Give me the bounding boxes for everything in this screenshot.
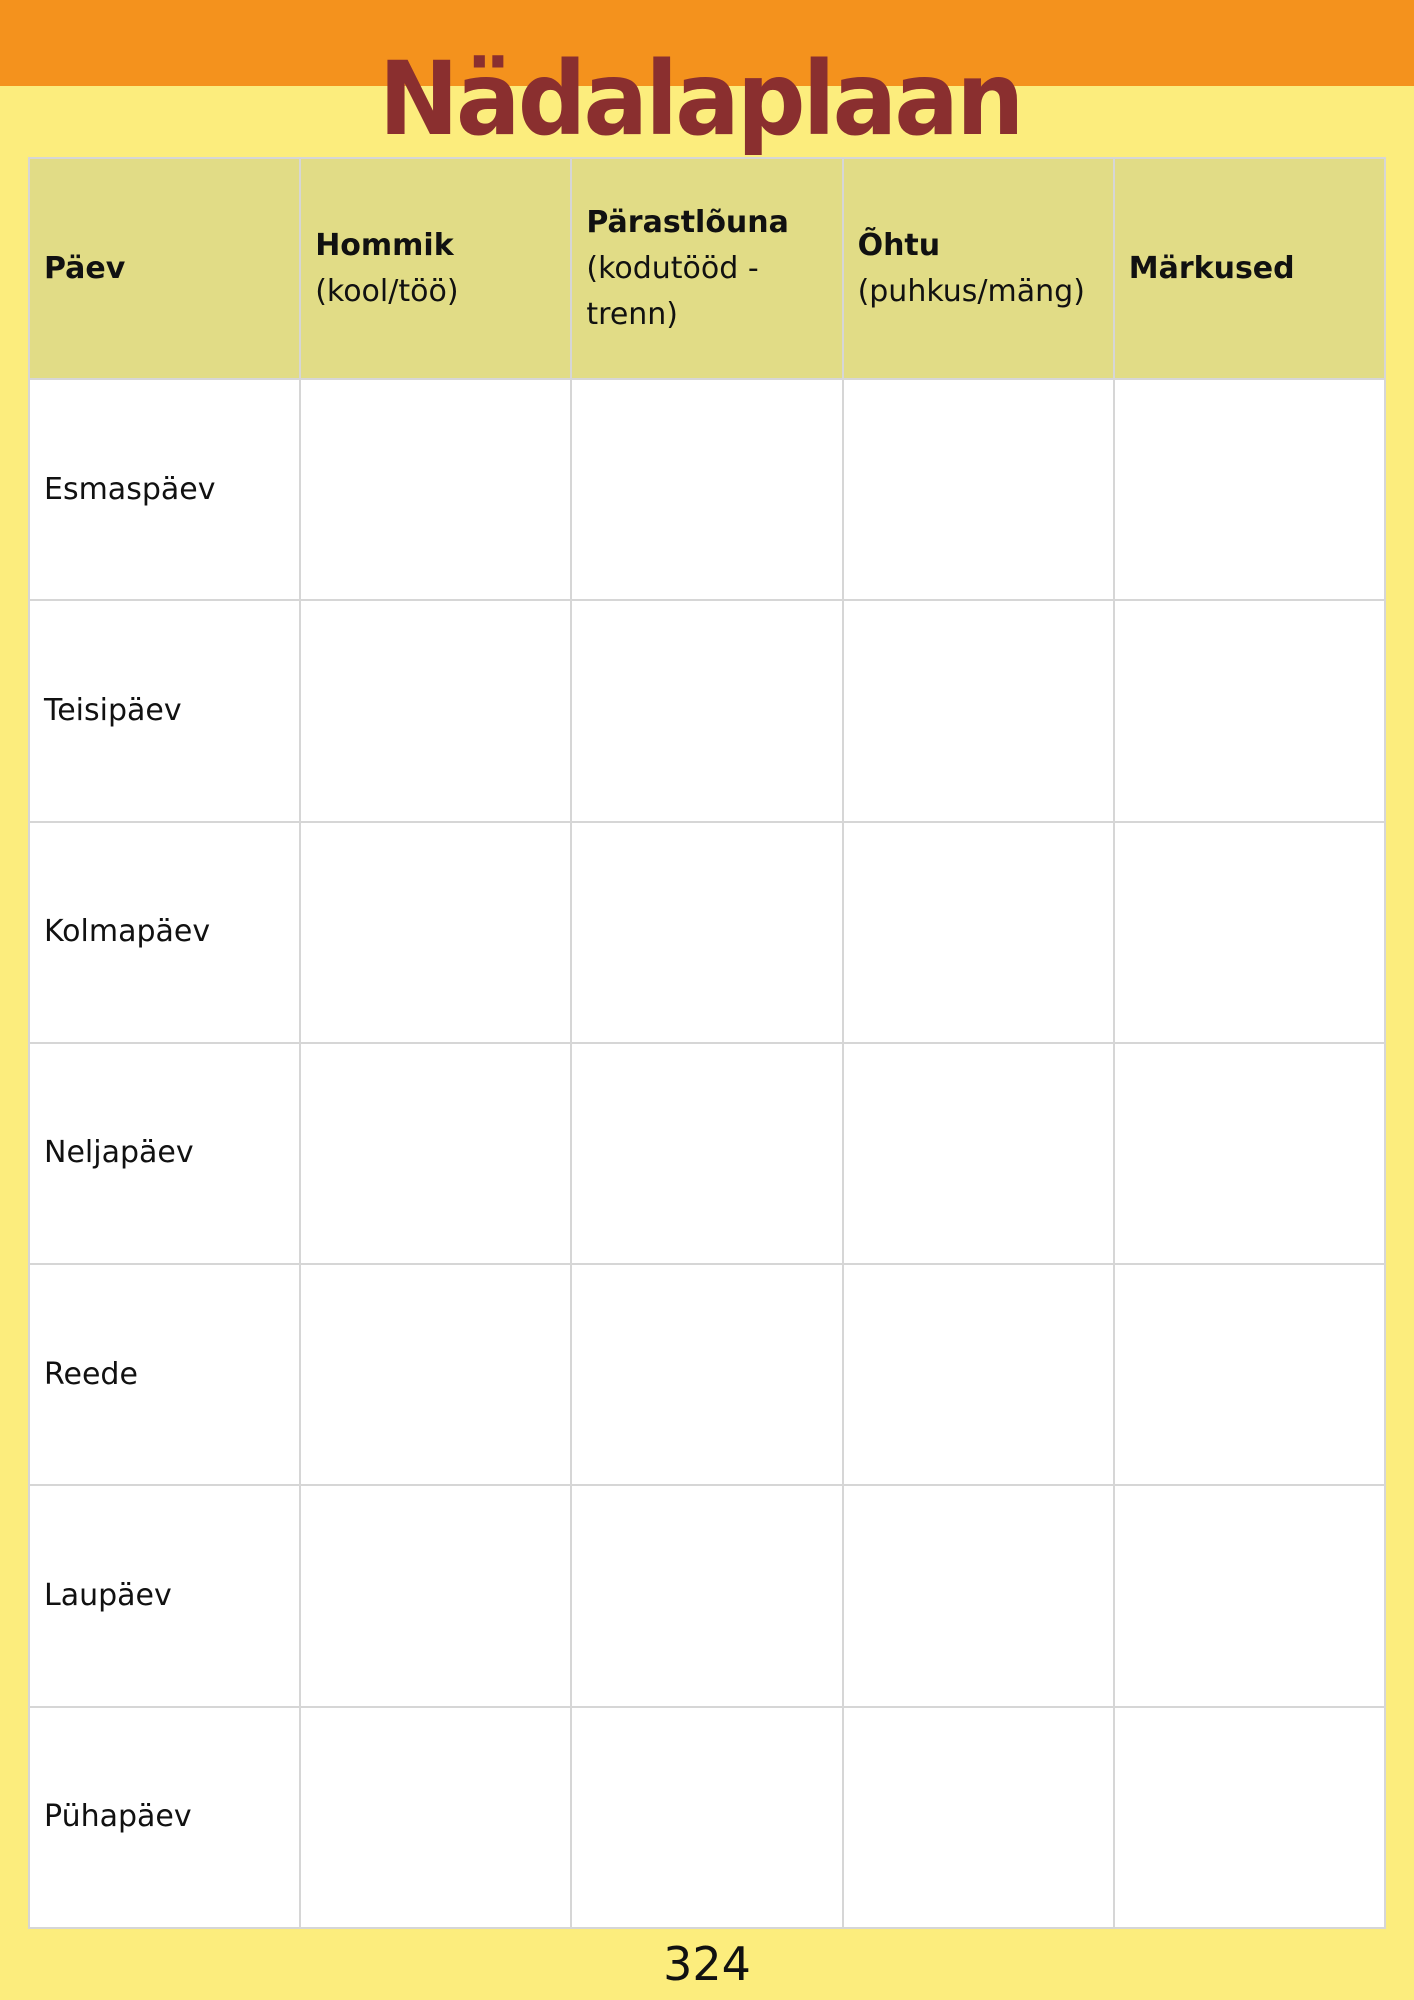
notes-cell[interactable] [1114, 1264, 1385, 1485]
evening-cell[interactable] [843, 379, 1114, 600]
header-morning [300, 158, 571, 379]
header-evening [843, 158, 1114, 379]
notes-cell[interactable] [1114, 822, 1385, 1043]
header-morning-sublabel: (kool/töö) [315, 273, 459, 309]
morning-cell[interactable] [300, 822, 571, 1043]
morning-cell[interactable] [300, 1264, 571, 1485]
weekly-plan-table [28, 157, 1386, 1929]
header-afternoon-sublabel: (kodutööd - trenn) [586, 250, 759, 332]
header-afternoon-label: Pärastlõuna [586, 204, 789, 240]
notes-cell[interactable] [1114, 1485, 1385, 1706]
header-day [29, 158, 300, 379]
day-cell: Teisipäev [29, 600, 300, 821]
header-evening-sublabel: (puhkus/mäng) [857, 273, 1085, 309]
table-row [29, 822, 1385, 1043]
evening-cell[interactable] [843, 1264, 1114, 1485]
header-morning-label: Hommik [315, 227, 454, 263]
header-evening-label: Õhtu [857, 227, 941, 263]
afternoon-cell[interactable] [571, 600, 842, 821]
morning-cell[interactable] [300, 1485, 571, 1706]
evening-cell[interactable] [843, 822, 1114, 1043]
table-row [29, 1043, 1385, 1264]
table-row [29, 1485, 1385, 1706]
day-cell: Esmaspäev [29, 379, 300, 600]
page-title: Nädalaplaan [378, 39, 1022, 159]
table-row [29, 1707, 1385, 1928]
table-row [29, 600, 1385, 821]
page-number: 324 [663, 1937, 751, 1991]
header-notes [1114, 158, 1385, 379]
morning-cell[interactable] [300, 379, 571, 600]
day-cell: Pühapäev [29, 1707, 300, 1928]
evening-cell[interactable] [843, 1043, 1114, 1264]
table-row [29, 379, 1385, 600]
afternoon-cell[interactable] [571, 379, 842, 600]
table-row [29, 1264, 1385, 1485]
notes-cell[interactable] [1114, 379, 1385, 600]
day-cell: Kolmapäev [29, 822, 300, 1043]
header-notes-label: Märkused [1128, 250, 1295, 286]
evening-cell[interactable] [843, 600, 1114, 821]
afternoon-cell[interactable] [571, 1707, 842, 1928]
table-header-row [29, 158, 1385, 379]
afternoon-cell[interactable] [571, 822, 842, 1043]
day-cell: Reede [29, 1264, 300, 1485]
notes-cell[interactable] [1114, 600, 1385, 821]
day-cell: Neljapäev [29, 1043, 300, 1264]
morning-cell[interactable] [300, 1043, 571, 1264]
header-day-label: Päev [44, 250, 126, 286]
morning-cell[interactable] [300, 600, 571, 821]
morning-cell[interactable] [300, 1707, 571, 1928]
afternoon-cell[interactable] [571, 1264, 842, 1485]
header-afternoon [571, 158, 842, 379]
notes-cell[interactable] [1114, 1043, 1385, 1264]
afternoon-cell[interactable] [571, 1485, 842, 1706]
evening-cell[interactable] [843, 1485, 1114, 1706]
afternoon-cell[interactable] [571, 1043, 842, 1264]
evening-cell[interactable] [843, 1707, 1114, 1928]
notes-cell[interactable] [1114, 1707, 1385, 1928]
day-cell: Laupäev [29, 1485, 300, 1706]
